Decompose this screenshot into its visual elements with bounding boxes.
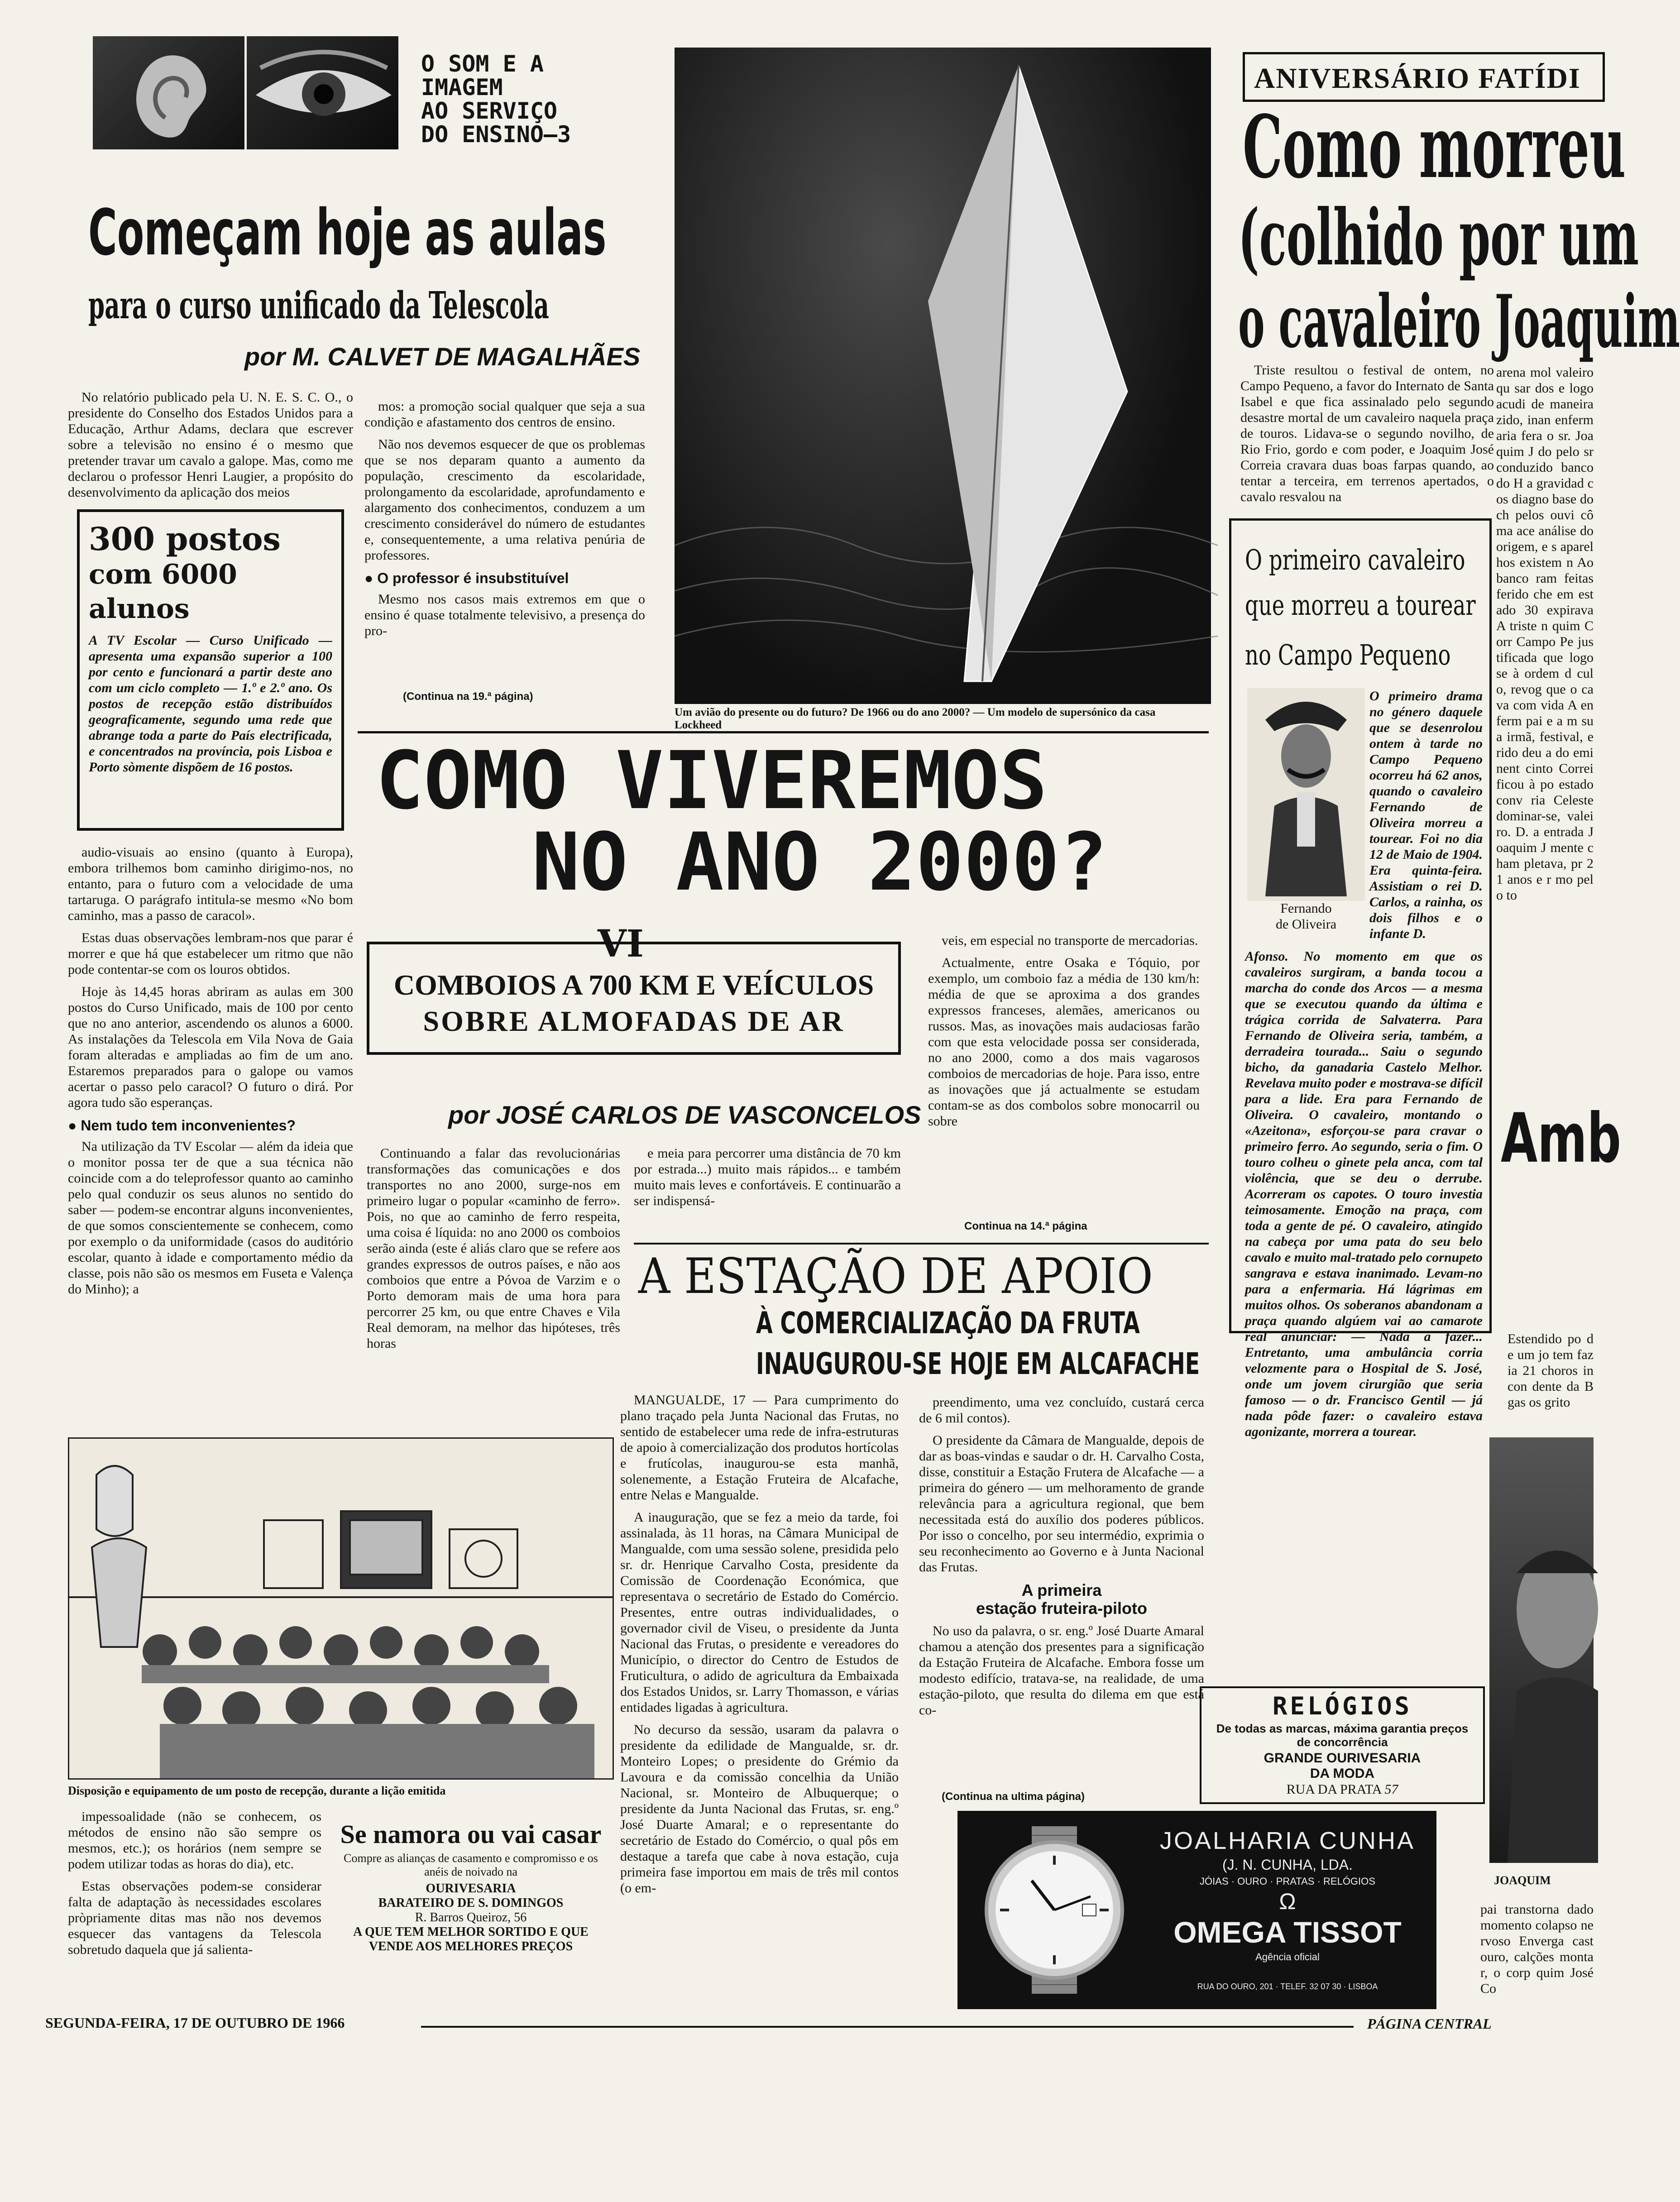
telescola-byline: por M. CALVET DE MAGALHÃES <box>244 342 641 371</box>
fruta-title: A ESTAÇÃO DE APOIO <box>638 1248 1153 1305</box>
ear-photo <box>93 36 244 149</box>
joalharia-name: JOALHARIA CUNHA <box>1159 1827 1416 1854</box>
banner-line: AO SERVIÇO <box>421 98 558 124</box>
joalharia-ad <box>957 1811 1436 2009</box>
ano2000-continued: Continua na 14.ª página <box>964 1220 1087 1232</box>
classroom-caption: Disposição e equipamento de um posto de recepção, durante a lição emitida <box>68 1784 446 1797</box>
plane-photo <box>675 48 1211 704</box>
paragraph: Estendido po de um jo tem fazia 21 choros incon dente da B gas os grito <box>1508 1331 1594 1410</box>
relogios-title: RELÓGIOS <box>1272 1692 1412 1720</box>
fruta-continued: (Continua na ultima página) <box>942 1790 1085 1803</box>
joaquim-caption: JOAQUIM <box>1494 1874 1551 1887</box>
postos-box <box>77 509 344 831</box>
ano2000-box <box>367 942 901 1055</box>
paragraph: No decurso da sessão, usaram da palavra o presidente da edilidade de Mangualde, sr. dr. Monteiro Lopes; o presidente do Grémio da Lavoura e da comissão concelhia da União Nacional, sr. Monteiro de Albuquerque; o presidente da Junta Nacional das Frutas, sr. eng.º José Duarte Amaral; e o representante do secretário de Estado do Comércio, o qual pôs em destaque a tarefa que cabe à nova estação, cuja primeira fase importou em mais de três mil contos (o em- <box>620 1722 899 1896</box>
postos-box-title: com 6000 alunos <box>89 559 237 625</box>
right-kicker <box>1243 52 1605 102</box>
first-rider-box-title: no Campo Pequeno <box>1245 638 1451 671</box>
paragraph: O presidente da Câmara de Mangualde, depois de dar as boas-vindas e saudar o dr. H. Carvalho Costa, disse, constituir a Estação Frutera de Alcafache — a primeira do género — um melhoramento de grande relevância para a agricultura regional, que bem necessitada está do auxílio dos poderes públicos. Por isso o concelho, por seu intermédio, exprimia o seu reconhecimento ao Governo e à Junta Nacional das Frutas. <box>919 1433 1204 1575</box>
telescola-col1-mid <box>68 844 353 1433</box>
right-title: o cavaleiro Joaquim <box>1238 279 1680 364</box>
paragraph: Mesmo nos casos mais extremos em que o ensino é quase totalmente televisivo, a presença do pro- <box>364 592 645 638</box>
namora-ad-text: Compre as alianças de casamento e compromisso e os anéis de noivado na <box>344 1852 598 1878</box>
banner-line: O SOM E A <box>421 51 544 77</box>
right-title: Como morreu <box>1243 96 1626 197</box>
ano2000-part: VI <box>598 922 644 966</box>
ano2000-col1 <box>367 1145 620 1440</box>
telescola-col-bottom <box>68 1809 321 2012</box>
first-rider-box-title: que morreu a tourear <box>1245 589 1476 622</box>
paragraph: Hoje às 14,45 horas abriram as aulas em 300 postos do Curso Unificado, mais de 100 por cento que no ano anterior, ascendendo os alunos a 6000. As instalações da Telescola em Vila Nova de Gaia foram alteradas e ampliadas ao fim de um ano. Estaremos preparados para o galope ou vamos acertar o passo pelo caracol? O futuro o dirá. Por agora tudo são esperanças. <box>68 984 353 1110</box>
plane-caption: Um avião do presente ou do futuro? De 1966 ou do ano 2000? — Um modelo de supersónico da casa Lockheed <box>675 706 1156 731</box>
amb-headline: Amb <box>1501 1099 1621 1178</box>
joalharia-address: RUA DO OURO, 201 · TELEF. 32 07 30 · LISBOA <box>1197 1982 1378 1991</box>
footer-date: SEGUNDA-FEIRA, 17 DE OUTUBRO DE 1966 <box>45 2015 345 2031</box>
joaquim-photo <box>1489 1437 1594 1863</box>
paragraph: pai transtorna dado momento colapso nervoso Enverga cast ouro, calções montar, o corp quim José Co <box>1480 1902 1594 1996</box>
eye-photo <box>247 36 398 149</box>
right-kicker-text: ANIVERSÁRIO FATÍDI <box>1254 62 1581 94</box>
fruta-col2 <box>919 1394 1204 1797</box>
postos-box-text: A TV Escolar — Curso Unificado — apresenta uma expansão superior a 100 por cento e funcionará a partir deste ano com um ciclo completo — 1.º e 2.º ano. Os postos de recepção estão distribuídos geograficamente, segundo uma rede que abrange toda a parte do País electrificada, e concentrados na província, pois Lisboa e Porto sòmente dispõem de 16 postos. <box>89 633 332 775</box>
postos-box-title: 300 postos <box>89 520 281 558</box>
fruta-col1 <box>620 1392 899 2046</box>
classroom-illustration <box>68 1437 614 1780</box>
first-rider-box <box>1229 518 1492 1439</box>
footer-page: PÁGINA CENTRAL <box>1367 2015 1492 2032</box>
ano2000-title-2: NO ANO 2000? <box>532 816 1108 909</box>
divider <box>358 731 1209 733</box>
relogios-ad <box>1200 1686 1485 1804</box>
ano2000-box-line: SOBRE ALMOFADAS DE AR <box>423 1005 845 1037</box>
relogios-number: 57 <box>1384 1782 1398 1797</box>
namora-ad-shop: BARATEIRO DE S. DOMINGOS <box>378 1896 564 1910</box>
telescola-col1-top <box>68 389 353 503</box>
ano2000-box-line: COMBOIOS A 700 KM E VEÍCULOS <box>393 969 874 1001</box>
paragraph: impessoalidade (não se conhecem, os métodos de ensino não são sempre os mesmos, etc.); os horários (nem sempre se podem utilizar todas as horas do dia), etc. <box>68 1809 321 1872</box>
eye-icon <box>247 36 398 149</box>
paragraph: audio-visuais ao ensino (quanto à Europa), embora trilhemos bom caminho dirigimo-nos, no entanto, para o futuro com a velocidade de uma tartaruga. O parágrafo intitula-se mesmo «No bom caminho, mas a passo de caracol». <box>68 845 353 923</box>
ear-icon <box>93 36 244 149</box>
paragraph: Triste resultou o festival de ontem, no Campo Pequeno, a favor do Internato de Santa Isabel e que fica assinalado pelo segundo desastre mortal de um cavaleiro naquela praça de touros. Lidava-se o segundo novilho, de Rio Frio, gordo e com poder, e Joaquim José Correia cravara duas boas farpas quando, ao tentar a terceira, em terrenos apertados, o cavalo resvalou na <box>1240 363 1494 504</box>
telescola-subtitle: para o curso unificado da Telescola <box>88 284 549 327</box>
paragraph: MANGUALDE, 17 — Para cumprimento do plano traçado pela Junta Nacional das Frutas, no sentido de estabelecer uma rede de infra-estruturas de apoio à comercialização dos produtos hortícolas e frutícolas, inaugurou-se esta manhã, solenemente, a Estação Fruteira de Alcafache, entre Nelas e Mangualde. <box>620 1393 899 1503</box>
paragraph: No uso da palavra, o sr. eng.º José Duarte Amaral chamou a atenção dos presentes para a significação da Estação Fruteira de Alcafache. Embora fosse um modesto edifício, tratava-se, na realidade, de uma estação-piloto, que resulta do dilema em que está co- <box>919 1623 1204 1718</box>
namora-ad-address: R. Barros Queiroz, 56 <box>415 1910 527 1924</box>
fruta-subtitle: À COMERCIALIZAÇÃO DA FRUTA <box>756 1306 1140 1340</box>
paragraph: Na utilização da TV Escolar — além da ideia que o monitor possa ter de que a sua técnica não coincide com a do teleprofessor quanto ao caminho pelo qual conduzir os seus alunos no sentido do saber — podem-se encontrar alguns inconvenientes, de que somos conscientemente se conhecem, como por exemplo o da uniformidade (casos do auditório escolar, quanto à idade e comportamento médio da classe, pois não são os mesmos em Fuseta e Valença do Minho); a <box>68 1139 353 1297</box>
ano2000-title-1: COMO VIVEREMOS <box>376 734 1048 827</box>
telescola-title: Começam hoje as aulas <box>88 196 607 270</box>
relogios-shop: GRANDE OURIVESARIA <box>1264 1751 1421 1766</box>
banner-line: IMAGEM <box>421 74 503 101</box>
relogios-address <box>1206 1781 1479 1798</box>
subheading: ● Nem tudo tem inconvenientes? <box>68 1117 353 1134</box>
watch-icon <box>977 1826 1131 1994</box>
right-col3 <box>1508 1331 1594 1422</box>
relogios-text: De todas as marcas, máxima garantia preços de concorrência <box>1216 1722 1469 1749</box>
paragraph: Estas duas observações lembram-nos que parar é morrer e que há que estabelecer um ritmo que não pode contentar-se com os louros obtidos. <box>68 930 353 977</box>
portrait-fernando <box>1247 688 1365 901</box>
paragraph: A inauguração, que se fez a meio da tarde, foi assinalada, às 11 horas, na Câmara Municipal de Mangualde, com uma sessão solene, presidida pelo sr. dr. Henrique Carvalho Costa, presidente da Comissão de Coordenação Económica, que representava o secretário de Estado do Comércio. Presentes, entre outras individualidades, o governador civil de Viseu, o presidente da Junta Nacional das Frutas, o presidente e vereadores do Município, o director do Centro de Estudos de Fruticultura, o adido de agricultura da Embaixada dos Estados Unidos, sr. Larry Thomasson, e várias entidades ligadas à agricultura. <box>620 1510 899 1715</box>
joalharia-agency: Agência oficial <box>1255 1951 1320 1963</box>
banner-line: DO ENSINO—3 <box>421 121 571 148</box>
namora-ad-slogan: A QUE TEM MELHOR SORTIDO E QUE VENDE AOS MELHORES PREÇOS <box>353 1925 589 1953</box>
paragraph: veis, em especial no transporte de mercadorias. <box>942 933 1198 948</box>
namora-ad <box>330 1820 611 1954</box>
namora-ad-title: Se namora ou vai casar <box>340 1819 602 1849</box>
namora-ad-shop: OURIVESARIA <box>426 1881 516 1896</box>
paragraph: mos: a promoção social qualquer que seja a sua condição e afastamento dos centros de ensino. <box>364 399 645 430</box>
paragraph: Não nos devemos esquecer de que os problemas que se nos deparam quanto a aumento da população, crescimento da escolaridade, prolongamento da escolaridade, aprofundamento e alargamento dos conhecimentos, conduzem a um crescimento considerável do número de estudantes e, consequentemente, a uma relativa penúria de professores. <box>364 437 645 563</box>
relogios-shop: DA MODA <box>1310 1766 1375 1781</box>
paragraph: Continuando a falar das revolucionárias transformações das comunicações e dos transportes no ano 2000, surge-nos em primeiro lugar o popular «caminho de ferro». Pois, no que ao caminho de ferro respeita, uma coisa é líquida: no ano 2000 os comboios serão ainda (este é aliás claro que se refere aos grandes expressos de outros países, e não aos comboios que entre a Póvoa de Varzim e o Porto demoram mais de uma hora para percorrer 25 km, ou que entre Chaves e Vila Real demoram, na melhor das hipóteses, três horas <box>367 1146 620 1351</box>
right-col1 <box>1240 362 1494 516</box>
telescola-col2 <box>364 398 645 715</box>
portrait-caption: de Oliveira <box>1275 917 1337 932</box>
joalharia-company: (J. N. CUNHA, LDA. <box>1222 1857 1353 1873</box>
subheading: ● O professor é insubstituível <box>364 570 645 587</box>
fruta-subheading: estação fruteira-piloto <box>976 1599 1148 1618</box>
telescola-continued: (Continua na 19.ª página) <box>403 690 533 703</box>
divider <box>634 1243 1209 1245</box>
fruta-subheading: A primeira <box>1021 1581 1102 1599</box>
paragraph: Estas observações podem-se considerar falta de adaptação às necessidades escolares pròpriamente ditas mas não nos devemos esquecer das vantagens da Telescola sobretudo daquela que já salienta- <box>68 1879 321 1957</box>
fruta-subtitle: INAUGUROU-SE HOJE EM ALCAFACHE <box>756 1346 1200 1381</box>
ano2000-col3 <box>928 933 1200 1222</box>
paragraph: e meia para percorrer uma distância de 70 km por estrada...) muito mais rápidos... e também muito mais leves e confortáveis. E continuarão a ser indispensá- <box>634 1146 901 1208</box>
joalharia-brands: OMEGA TISSOT <box>1173 1915 1402 1949</box>
paragraph: preendimento, uma vez concluído, custará cerca de 6 mil contos). <box>919 1395 1204 1426</box>
joalharia-text <box>1149 1826 1426 1996</box>
paragraph: No relatório publicado pela U. N. E. S. C. O., o presidente do Conselho dos Estados Unidos para a Educação, Arthur Adams, declara que escrever sobre a televisão no ensino é o mesmo que pretender travar um cavalo a galope. Mas, como me declarou o professor Henri Laugier, a propósito do desenvolvimento da aplicação dos meios <box>68 390 353 500</box>
joalharia-products: JÓIAS · OURO · PRATAS · RELÓGIOS <box>1200 1876 1375 1887</box>
watch-image <box>977 1826 1131 1994</box>
relogios-street: RUA DA PRATA <box>1286 1782 1381 1797</box>
ano2000-byline: por JOSÉ CARLOS DE VASCONCELOS <box>448 1101 921 1129</box>
footer-rule <box>421 2026 1354 2028</box>
paragraph: arena mol valeiro qu sar dos e logo acudi de maneira zido, inan enfermaria fera o sr. Joaquim J do pelo sr conduzido banco do H a gravidad cos diagno base do ch pelos ouvi côma ace análise do origem, e s aparelhos existem n Ao banco ram feitas ferido che em estado 30 expirava A triste n quim Corr Campo Pe justificada que logo se à ordem d culo, revog que o cava com vida A enferm pai e a m sua irmã, festival, e rido deu a do eminent cinto Correi ficou à po estado conv ria Celeste dominar-se, valeiro. D. a entrada Joaquim J mente cham pletava, pr 21 anos e r mo pelo to <box>1496 365 1594 903</box>
first-rider-text: Afonso. No momento em que os cavaleiros surgiram, a banda tocou a marcha do conde dos Arcos — a mesma que se executou quando da última e trágica corrida de Salvaterra. Para Fernando de Oliveira seria, também, a derradeira tourada... Saiu o segundo bicho, da ganadaria Castelo Melhor. Revelava muito poder e mostrava-se difícil para a lide. Era para Fernando de Oliveira. O cavaleiro, montando o «Azeitona», esforçou-se para cravar o primeiro ferro. Ao segundo, seria o fim. O touro colheu o ginete pela anca, com tal violência, que se deu o derrube. Acorreram os capotes. O touro investia teimosamente. Emoção na praça, com toda a gente de pé. O cavaleiro, atingido na cabeça por uma pata do seu belo cavalo e muito mal-tratado pelo cornupeto sangrava e estava inanimado. Levam-no para a enfermaria. Há lágrimas em muitos olhos. Os soberanos abandonam a praça quando algúem vai ao camarote real anunciar: — Nada a fazer... Entretanto, uma ambulância corria velozmente para o Hospital de S. José, onde um jovem cirurgião que seria famoso — o dr. Francisco Gentil — já nada pôde fazer: o cavaleiro estava agonizante, morrera a tourear. <box>1245 949 1483 1439</box>
right-col4 <box>1480 1901 1594 2019</box>
series-banner <box>421 52 611 146</box>
first-rider-side-text: O primeiro drama no género daquele que se desenrolou ontem à tarde no Campo Pequeno ocorreu há 62 anos, quando o cavaleiro Fernando de Oliveira morreu a tourear. Foi no dia 12 de Maio de 1904. Era quinta-feira. Assistiam o rei D. Carlos, a rainha, os dois filhos e o infante D. <box>1369 689 1483 941</box>
paragraph: Actualmente, entre Osaka e Tóquio, por exemplo, um comboio faz a média de 130 km/h: média de que se aproxima a dos grandes expressos franceses, alemães, americanos ou russos. Mas, as inovações mais audaciosas farão com que esta velocidade possa ser considerada, no ano 2000, como a dos mais vagarosos comboios de mercadorias de hoje. Para isso, entre as inovações que já actualmente se estudam contam-se as dos combolos sobre monocarril ou sobre <box>928 955 1200 1129</box>
first-rider-box-title: O primeiro cavaleiro <box>1245 543 1465 576</box>
right-col2 <box>1496 364 1594 1066</box>
omega-icon: Ω <box>1279 1889 1296 1914</box>
right-title: (colhido por um <box>1238 192 1639 283</box>
portrait-caption: Fernando <box>1280 901 1332 916</box>
